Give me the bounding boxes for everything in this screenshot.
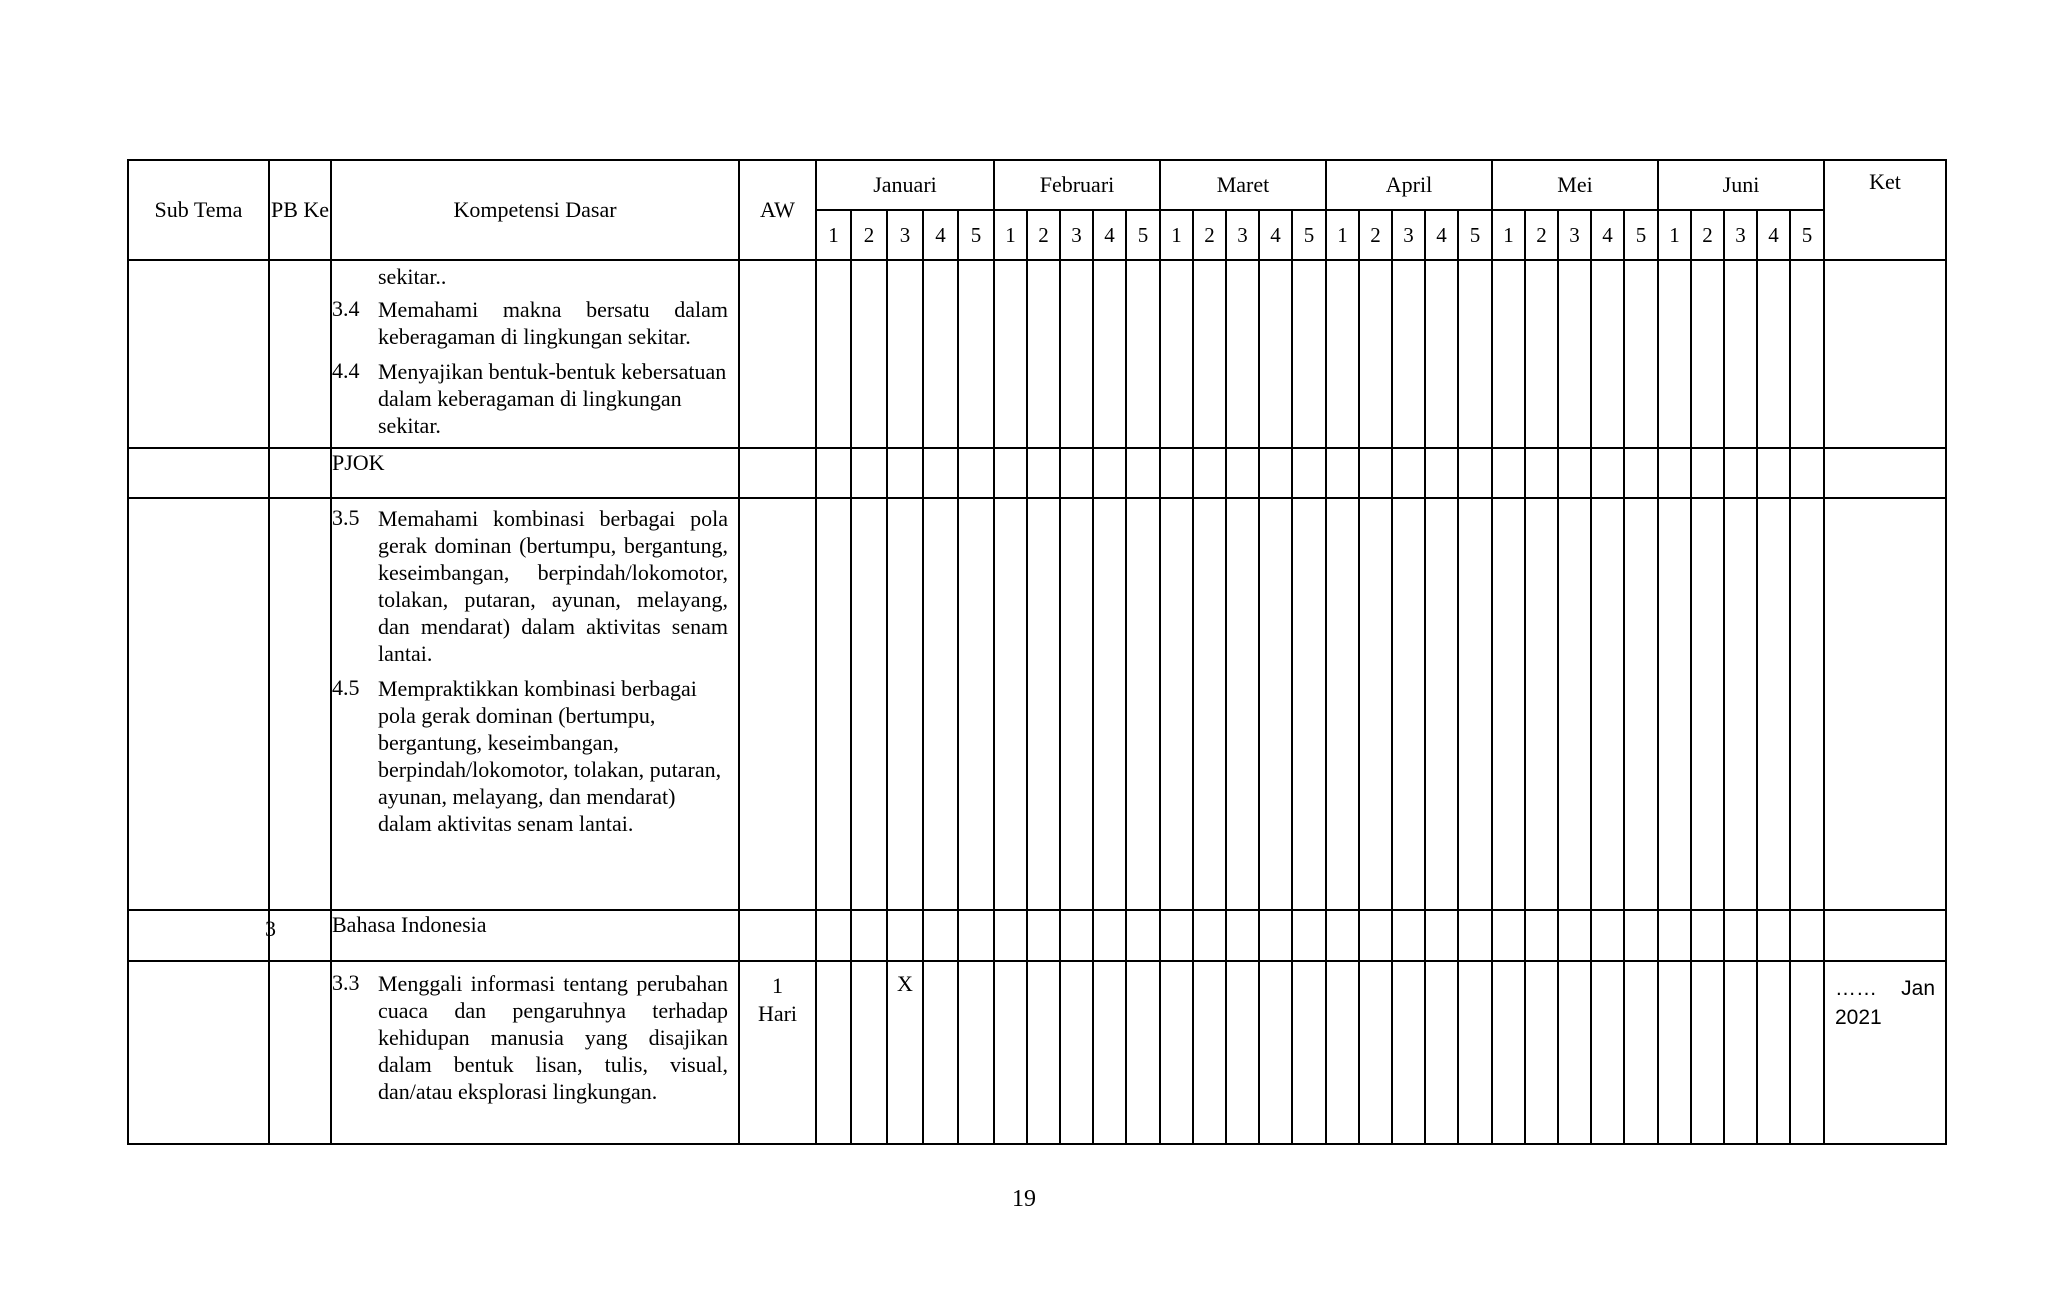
subject-bahasa-indonesia: Bahasa Indonesia bbox=[331, 910, 739, 961]
header-pb-ke: PB Ke bbox=[269, 160, 331, 260]
kd-number: 4.5 bbox=[332, 675, 360, 700]
kd-number: 4.4 bbox=[332, 358, 360, 383]
pb-cell bbox=[269, 260, 331, 448]
week-label: 4 bbox=[1259, 210, 1292, 260]
kd-item bbox=[332, 358, 728, 439]
week-label: 1 bbox=[1658, 210, 1691, 260]
schedule-table bbox=[127, 159, 1947, 1145]
week-label: 5 bbox=[1458, 210, 1492, 260]
subject-pjok: PJOK bbox=[331, 448, 739, 498]
pb-number-cell bbox=[265, 910, 331, 961]
header-month-juni: Juni bbox=[1658, 160, 1824, 210]
kd-item bbox=[332, 675, 728, 837]
header-month-januari: Januari bbox=[816, 160, 994, 210]
week-label: 4 bbox=[1757, 210, 1790, 260]
table-row bbox=[128, 448, 1946, 498]
week-label: 1 bbox=[1160, 210, 1193, 260]
week-label: 5 bbox=[1624, 210, 1658, 260]
week-label: 5 bbox=[1790, 210, 1824, 260]
kd-continued-text: sekitar.. bbox=[378, 264, 447, 289]
kd-text: Mempraktikkan kombinasi berbagai pola gerak dominan (bertumpu, bergantung, keseimbangan, berpindah/lokomotor, tolakan, putaran, ayunan, melayang, dan mendarat) dalam aktivitas senam lantai. bbox=[378, 676, 722, 836]
week-label: 2 bbox=[1359, 210, 1392, 260]
week-label: 3 bbox=[1226, 210, 1259, 260]
week-label: 2 bbox=[1027, 210, 1060, 260]
kd-cell bbox=[331, 961, 739, 1144]
header-kompetensi-dasar: Kompetensi Dasar bbox=[331, 160, 739, 260]
week-label: 4 bbox=[1425, 210, 1458, 260]
table-row bbox=[128, 910, 1946, 961]
week-label: 5 bbox=[1126, 210, 1160, 260]
header-sub-tema: Sub Tema bbox=[128, 160, 269, 260]
week-label: 3 bbox=[1392, 210, 1425, 260]
header-ket: Ket bbox=[1824, 160, 1946, 260]
week-label: 2 bbox=[1691, 210, 1724, 260]
table-row bbox=[128, 961, 1946, 1144]
kd-cell bbox=[331, 498, 739, 910]
kd-number: 3.4 bbox=[332, 296, 360, 321]
week-label: 3 bbox=[1558, 210, 1591, 260]
kd-item bbox=[332, 505, 728, 667]
aw-value: 1 bbox=[772, 973, 783, 998]
ket-date-cell bbox=[1824, 961, 1946, 1144]
week-label: 2 bbox=[1193, 210, 1226, 260]
week-label: 1 bbox=[994, 210, 1027, 260]
week-label: 1 bbox=[816, 210, 851, 260]
aw-unit: Hari bbox=[757, 1001, 798, 1026]
week-label: 3 bbox=[1060, 210, 1093, 260]
pb-number: 3 bbox=[265, 916, 276, 941]
ket-month: Jan bbox=[1901, 977, 1935, 1000]
kd-cell bbox=[331, 260, 739, 448]
week-label: 2 bbox=[851, 210, 887, 260]
ket-year: 2021 bbox=[1835, 1006, 1882, 1029]
kd-item bbox=[332, 970, 728, 1105]
week-label: 5 bbox=[958, 210, 994, 260]
week-label: 4 bbox=[1591, 210, 1624, 260]
kd-number: 3.5 bbox=[332, 505, 360, 530]
aw-value-cell bbox=[739, 961, 816, 1144]
sub-tema-cell bbox=[128, 260, 269, 448]
week-label: 1 bbox=[1326, 210, 1359, 260]
header-month-maret: Maret bbox=[1160, 160, 1326, 210]
kd-text: Menyajikan bentuk-bentuk kebersatuan dalam keberagaman di lingkungan sekitar. bbox=[378, 359, 727, 438]
header-aw: AW bbox=[739, 160, 816, 260]
aw-cell bbox=[739, 260, 816, 448]
schedule-mark: X bbox=[887, 961, 923, 1144]
week-label: 4 bbox=[923, 210, 958, 260]
week-label: 3 bbox=[1724, 210, 1757, 260]
table-row bbox=[128, 260, 1946, 448]
week-label: 3 bbox=[887, 210, 923, 260]
kd-text: Memahami kombinasi berbagai pola gerak dominan (bertumpu, bergantung, keseimbangan, berpindah/lokomotor, tolakan, putaran, ayunan, melayang, dan mendarat) dalam aktivitas senam lantai. bbox=[378, 506, 728, 666]
week-label: 5 bbox=[1292, 210, 1326, 260]
ket-dots: …… bbox=[1835, 977, 1877, 1000]
kd-number: 3.3 bbox=[332, 970, 360, 995]
table-row bbox=[128, 498, 1946, 910]
ket-cell bbox=[1824, 260, 1946, 448]
header-month-februari: Februari bbox=[994, 160, 1160, 210]
kd-text: Memahami makna bersatu dalam keberagaman di lingkungan sekitar. bbox=[378, 297, 728, 349]
kd-text: Menggali informasi tentang perubahan cuaca dan pengaruhnya terhadap kehidupan manusia yang disajikan dalam bentuk lisan, tulis, visual, dan/atau eksplorasi lingkungan. bbox=[378, 971, 728, 1104]
week-label: 1 bbox=[1492, 210, 1525, 260]
week-label: 4 bbox=[1093, 210, 1126, 260]
header-month-mei: Mei bbox=[1492, 160, 1658, 210]
kd-item bbox=[332, 296, 728, 350]
header-month-april: April bbox=[1326, 160, 1492, 210]
week-label: 2 bbox=[1525, 210, 1558, 260]
page-number: 19 bbox=[1012, 1186, 1036, 1212]
